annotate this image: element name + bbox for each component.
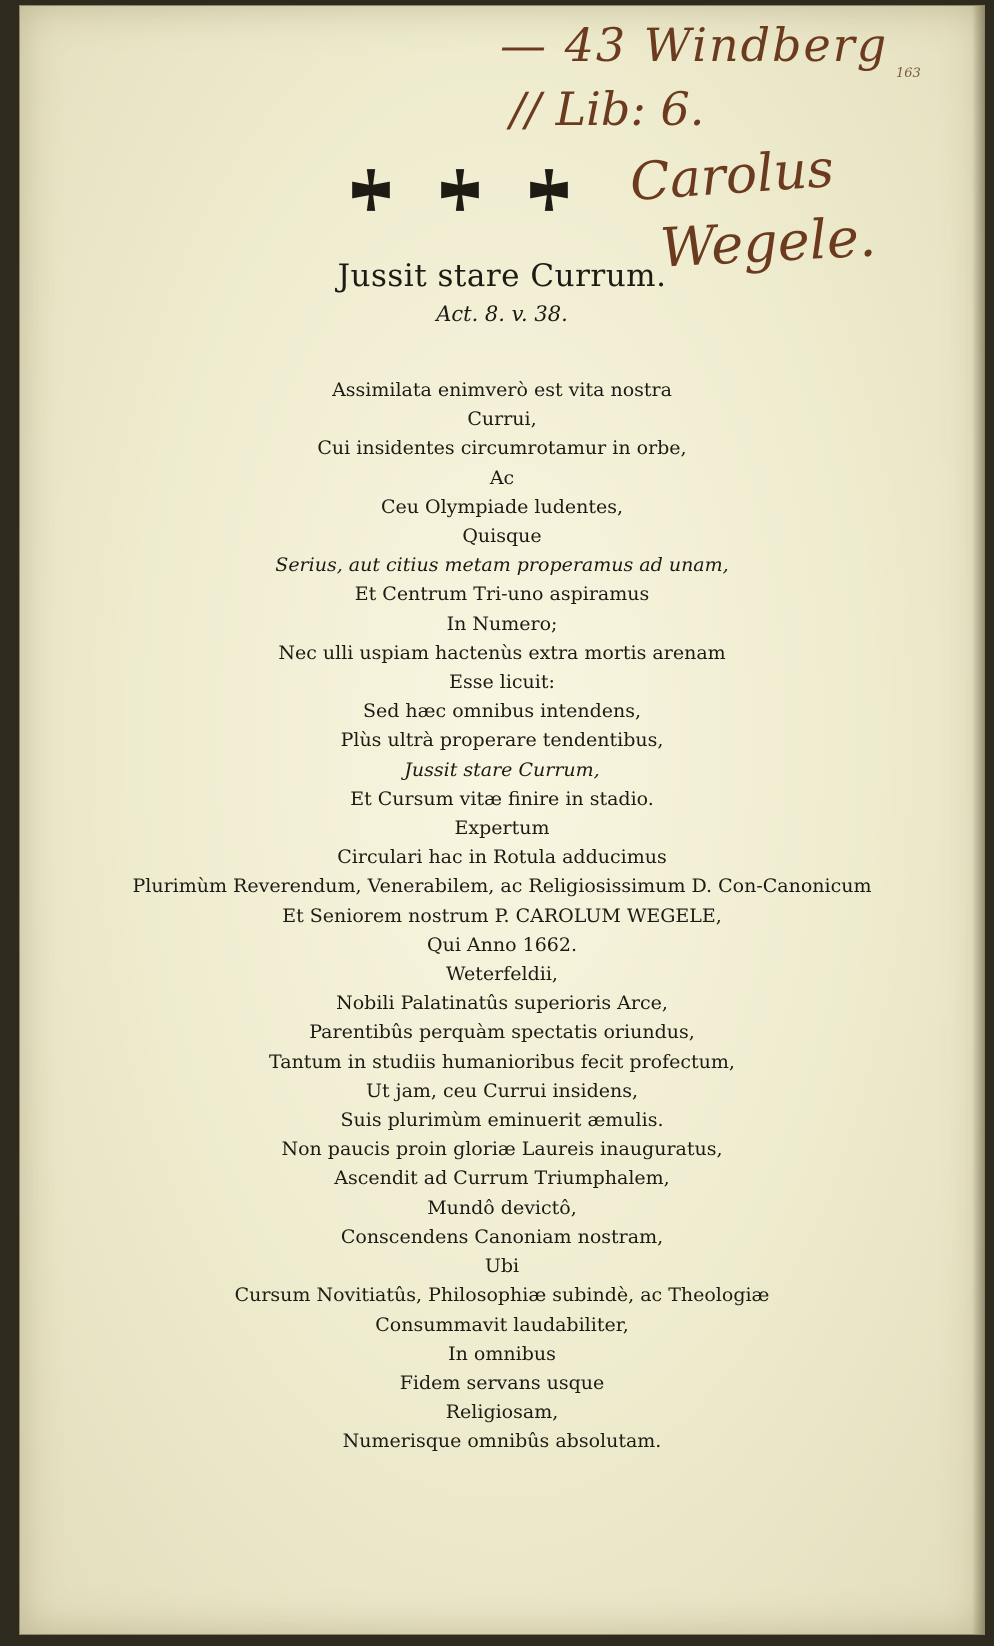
- text-line: Nec ulli uspiam hactenùs extra mortis arenam: [278, 641, 726, 664]
- text-line: Nobili Palatinatûs superioris Arce,: [336, 992, 668, 1015]
- text-line: Jussit stare Currum,: [404, 758, 600, 781]
- text-line: Cui insidentes circumrotamur in orbe,: [317, 437, 687, 460]
- text-line: Circulari hac in Rotula adducimus: [337, 846, 667, 869]
- text-line: Et Seniorem nostrum P. CAROLUM WEGELE,: [282, 904, 722, 927]
- document-page: [20, 6, 984, 1634]
- text-line: Esse licuit:: [449, 671, 555, 694]
- handwritten-shelfmark: — 43 Windberg: [500, 18, 889, 72]
- handwritten-library-note: // Lib: 6.: [510, 82, 705, 136]
- handwritten-name-first: Carolus: [628, 138, 836, 214]
- cross-pattee-icon: [350, 167, 392, 213]
- text-line: Ascendit ad Currum Triumphalem,: [334, 1167, 670, 1190]
- text-line: Ceu Olympiade ludentes,: [380, 495, 624, 518]
- folio-number: 163: [896, 66, 921, 81]
- text-line: Ut jam, ceu Currui insidens,: [365, 1079, 639, 1102]
- text-line: Sed hæc omnibus intendens,: [362, 700, 642, 723]
- ornament-crosses: [350, 164, 570, 216]
- text-line: Quisque: [462, 525, 542, 548]
- scripture-reference: Act. 8. v. 38.: [436, 302, 568, 326]
- text-line: Fidem servans usque: [399, 1371, 605, 1394]
- handwritten-name-last: Wegele.: [658, 205, 878, 280]
- text-line: In Numero;: [446, 612, 558, 635]
- text-line: Parentibûs perquàm spectatis oriundus,: [309, 1021, 695, 1044]
- text-line: Consummavit laudabiliter,: [375, 1313, 629, 1336]
- text-line: Tantum in studiis humanioribus fecit profectum,: [269, 1050, 735, 1073]
- cross-pattee-icon: [439, 167, 481, 213]
- text-line: Qui Anno 1662.: [427, 933, 577, 956]
- text-line: Ubi: [484, 1255, 520, 1278]
- text-line: Ac: [489, 466, 515, 489]
- document-title: Jussit stare Currum.: [337, 258, 667, 294]
- text-line: Cursum Novitiatûs, Philosophiæ subindè, ac Theologiæ: [234, 1284, 770, 1307]
- text-line: Conscendens Canoniam nostram,: [340, 1225, 664, 1248]
- text-line: Et Centrum Tri-uno aspiramus: [354, 583, 650, 606]
- text-line: In omnibus: [448, 1342, 556, 1365]
- text-line: Non paucis proin gloriæ Laureis inauguratus,: [281, 1138, 723, 1161]
- text-line: Numerisque omnibûs absolutam.: [342, 1430, 662, 1453]
- text-line: Weterfeldii,: [446, 963, 558, 986]
- text-line: Expertum: [454, 817, 550, 840]
- text-line: Assimilata enimverò est vita nostra: [332, 379, 672, 401]
- text-line: Plurimùm Reverendum, Venerabilem, ac Religiosissimum D. Con-Canonicum: [132, 875, 872, 898]
- text-line: Et Cursum vitæ finire in stadio.: [350, 787, 654, 810]
- text-line: Mundô devictô,: [427, 1196, 577, 1219]
- body-text: [40, 376, 964, 1457]
- cross-pattee-icon: [528, 167, 570, 213]
- text-line: Suis plurimùm eminuerit æmulis.: [340, 1109, 664, 1132]
- text-line: Currui,: [467, 408, 537, 431]
- text-line: Serius, aut citius metam properamus ad unam,: [275, 554, 729, 577]
- text-line: Religiosam,: [445, 1401, 559, 1424]
- text-line: Plùs ultrà properare tendentibus,: [340, 729, 664, 752]
